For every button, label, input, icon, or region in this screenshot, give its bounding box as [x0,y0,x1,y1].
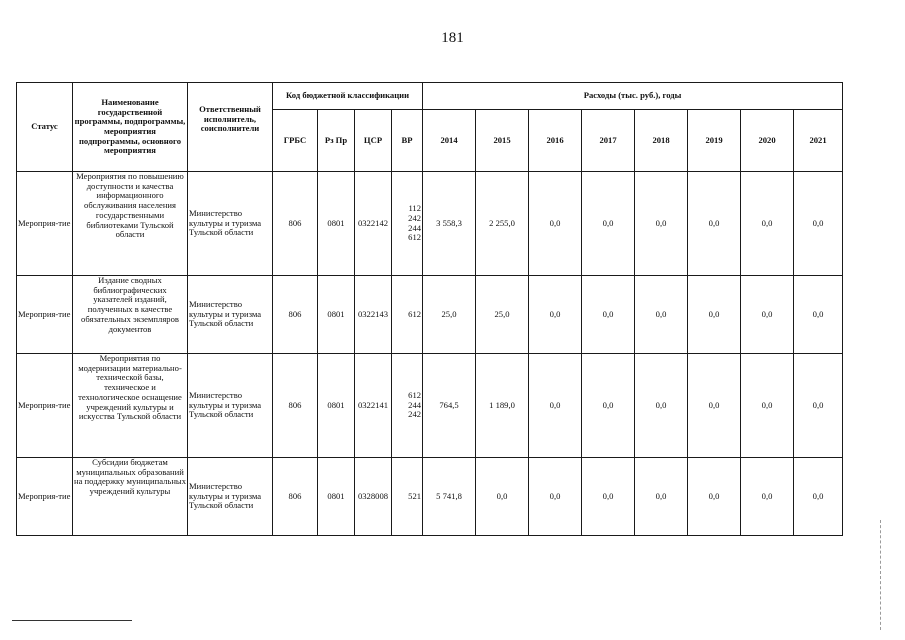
row-status: Мероприя-тие [17,354,73,458]
header-vr: ВР [392,110,423,172]
row-grbs: 806 [273,458,318,536]
row-vr [392,276,423,354]
row-csr: 0322141 [355,354,392,458]
value-2017: 0,0 [582,172,635,276]
header-grbs: ГРБС [273,110,318,172]
value-2015: 1 189,0 [476,354,529,458]
row-vr [392,354,423,458]
row-status: Мероприя-тие [17,276,73,354]
header-csr: ЦСР [355,110,392,172]
header-expenses: Расходы (тыс. руб.), годы [423,83,843,110]
row-vr [392,172,423,276]
header-executor: Ответственный исполнитель, соисполнители [188,83,273,172]
value-2021: 0,0 [794,354,843,458]
footnote-separator [12,620,132,621]
row-status: Мероприя-тие [17,172,73,276]
row-name: Мероприятия по повышению доступности и качества информационного обслуживания населения государственными библиотеками Тульской области [73,172,188,276]
budget-table [16,82,843,536]
vr-code: 244 [408,222,422,233]
row-name: Мероприятия по модернизации материально-технической базы, техническое и технологическое оснащение учреждений культуры и искусства Тульской области [73,354,188,458]
row-executor: Министерство культуры и туризма Тульской области [188,458,273,536]
value-2016: 0,0 [529,276,582,354]
value-2019: 0,0 [688,276,741,354]
value-2015: 25,0 [476,276,529,354]
header-year-2017: 2017 [582,110,635,172]
vr-code: 244 [408,399,422,410]
row-csr: 0322142 [355,172,392,276]
row-csr: 0328008 [355,458,392,536]
value-2021: 0,0 [794,458,843,536]
value-2021: 0,0 [794,172,843,276]
header-rzpr: Рз Пр [318,110,355,172]
row-grbs: 806 [273,354,318,458]
header-year-2015: 2015 [476,110,529,172]
page-number: 181 [441,30,464,46]
value-2020: 0,0 [741,172,794,276]
value-2020: 0,0 [741,458,794,536]
value-2014: 3 558,3 [423,172,476,276]
value-2016: 0,0 [529,172,582,276]
value-2020: 0,0 [741,276,794,354]
row-vr [392,458,423,536]
header-name: Наименование государственной программы, подпрограммы, мероприятия подпрограммы, основного мероприятия [73,83,188,172]
value-2018: 0,0 [635,276,688,354]
vr-code: 612 [408,389,422,400]
value-2020: 0,0 [741,354,794,458]
row-rzpr: 0801 [318,458,355,536]
value-2017: 0,0 [582,276,635,354]
table-row [17,172,843,276]
table-row [17,354,843,458]
vr-code: 521 [408,490,422,501]
row-csr: 0322143 [355,276,392,354]
row-grbs: 806 [273,172,318,276]
value-2014: 25,0 [423,276,476,354]
header-year-2019: 2019 [688,110,741,172]
header-budget-code: Код бюджетной классификации [273,83,423,110]
row-status: Мероприя-тие [17,458,73,536]
value-2016: 0,0 [529,458,582,536]
value-2014: 764,5 [423,354,476,458]
vr-code: 612 [408,308,422,319]
scan-edge-marks [880,520,881,630]
value-2018: 0,0 [635,172,688,276]
row-rzpr: 0801 [318,276,355,354]
row-executor: Министерство культуры и туризма Тульской области [188,276,273,354]
vr-code: 612 [408,232,422,243]
header-status: Статус [17,83,73,172]
row-grbs: 806 [273,276,318,354]
row-rzpr: 0801 [318,172,355,276]
table-row [17,458,843,536]
row-executor: Министерство культуры и туризма Тульской области [188,354,273,458]
value-2019: 0,0 [688,458,741,536]
header-year-2016: 2016 [529,110,582,172]
value-2018: 0,0 [635,354,688,458]
row-executor: Министерство культуры и туризма Тульской области [188,172,273,276]
value-2014: 5 741,8 [423,458,476,536]
value-2016: 0,0 [529,354,582,458]
value-2019: 0,0 [688,172,741,276]
row-name: Издание сводных библиографических указателей изданий, полученных в качестве обязательных экземпляров документов [73,276,188,354]
value-2015: 0,0 [476,458,529,536]
row-rzpr: 0801 [318,354,355,458]
value-2018: 0,0 [635,458,688,536]
vr-code: 242 [408,409,422,420]
header-year-2014: 2014 [423,110,476,172]
table-row [17,276,843,354]
value-2017: 0,0 [582,458,635,536]
value-2019: 0,0 [688,354,741,458]
header-year-2018: 2018 [635,110,688,172]
row-name: Субсидии бюджетам муниципальных образований на поддержку муниципальных учреждений культуры [73,458,188,536]
value-2017: 0,0 [582,354,635,458]
header-year-2020: 2020 [741,110,794,172]
header-year-2021: 2021 [794,110,843,172]
vr-code: 112 [408,203,422,214]
vr-code: 242 [408,212,422,223]
value-2021: 0,0 [794,276,843,354]
value-2015: 2 255,0 [476,172,529,276]
